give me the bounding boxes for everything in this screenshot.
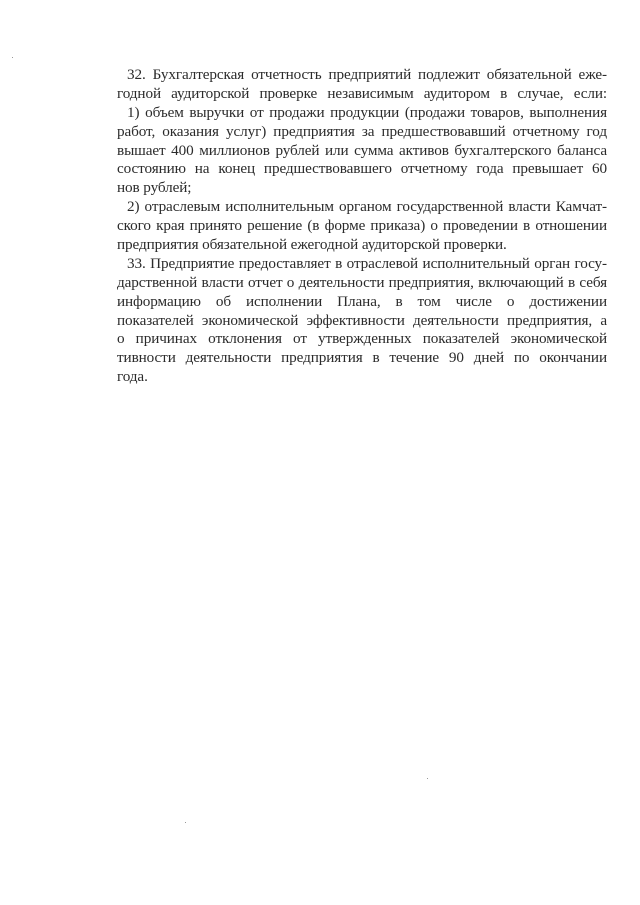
paragraph-33-line-4: показателей экономической эффективности деятельности предприятия, а bbox=[117, 311, 607, 329]
item-1-line-1: 1) объем выручки от продажи продукции (продажи товаров, выполнения bbox=[127, 103, 607, 121]
item-1-line-2: работ, оказания услуг) предприятия за предшествовавший отчетному год bbox=[117, 122, 607, 140]
scan-speck bbox=[185, 822, 186, 823]
paragraph-32-line-1: 32. Бухгалтерская отчетность предприятий подлежит обязательной еже- bbox=[127, 66, 607, 83]
scan-speck bbox=[12, 57, 13, 58]
paragraph-33-line-5: о причинах отклонения от утвержденных показателей экономической bbox=[117, 330, 607, 348]
paragraph-33-line-1: 33. Предприятие предоставляет в отраслевой исполнительный орган госу- bbox=[127, 254, 607, 272]
paragraph-32-line-2: годной аудиторской проверке независимым аудитором в случае, если: bbox=[117, 84, 607, 102]
item-2-line-3: предприятия обязательной ежегодной аудиторской проверки. bbox=[117, 236, 507, 254]
paragraph-33-line-6: тивности деятельности предприятия в течение 90 дней по окончании bbox=[117, 349, 607, 367]
item-1-line-3: вышает 400 миллионов рублей или сумма активов бухгалтерского баланса bbox=[117, 141, 607, 159]
item-1-line-5: нов рублей; bbox=[117, 179, 192, 197]
paragraph-33-line-7: года. bbox=[117, 368, 148, 386]
paragraph-33-line-3: информацию об исполнении Плана, в том числе о достижении bbox=[117, 292, 607, 310]
document-text bbox=[117, 66, 607, 387]
scan-speck bbox=[427, 778, 428, 779]
item-1-line-4: состоянию на конец предшествовавшего отчетному года превышает 60 bbox=[117, 160, 607, 178]
item-2-line-1: 2) отраслевым исполнительным органом государственной власти Камчат- bbox=[127, 198, 607, 216]
paragraph-33-line-2: дарственной власти отчет о деятельности предприятия, включающий в себя bbox=[117, 273, 607, 291]
item-2-line-2: ского края принято решение (в форме приказа) о проведении в отношении bbox=[117, 217, 607, 235]
